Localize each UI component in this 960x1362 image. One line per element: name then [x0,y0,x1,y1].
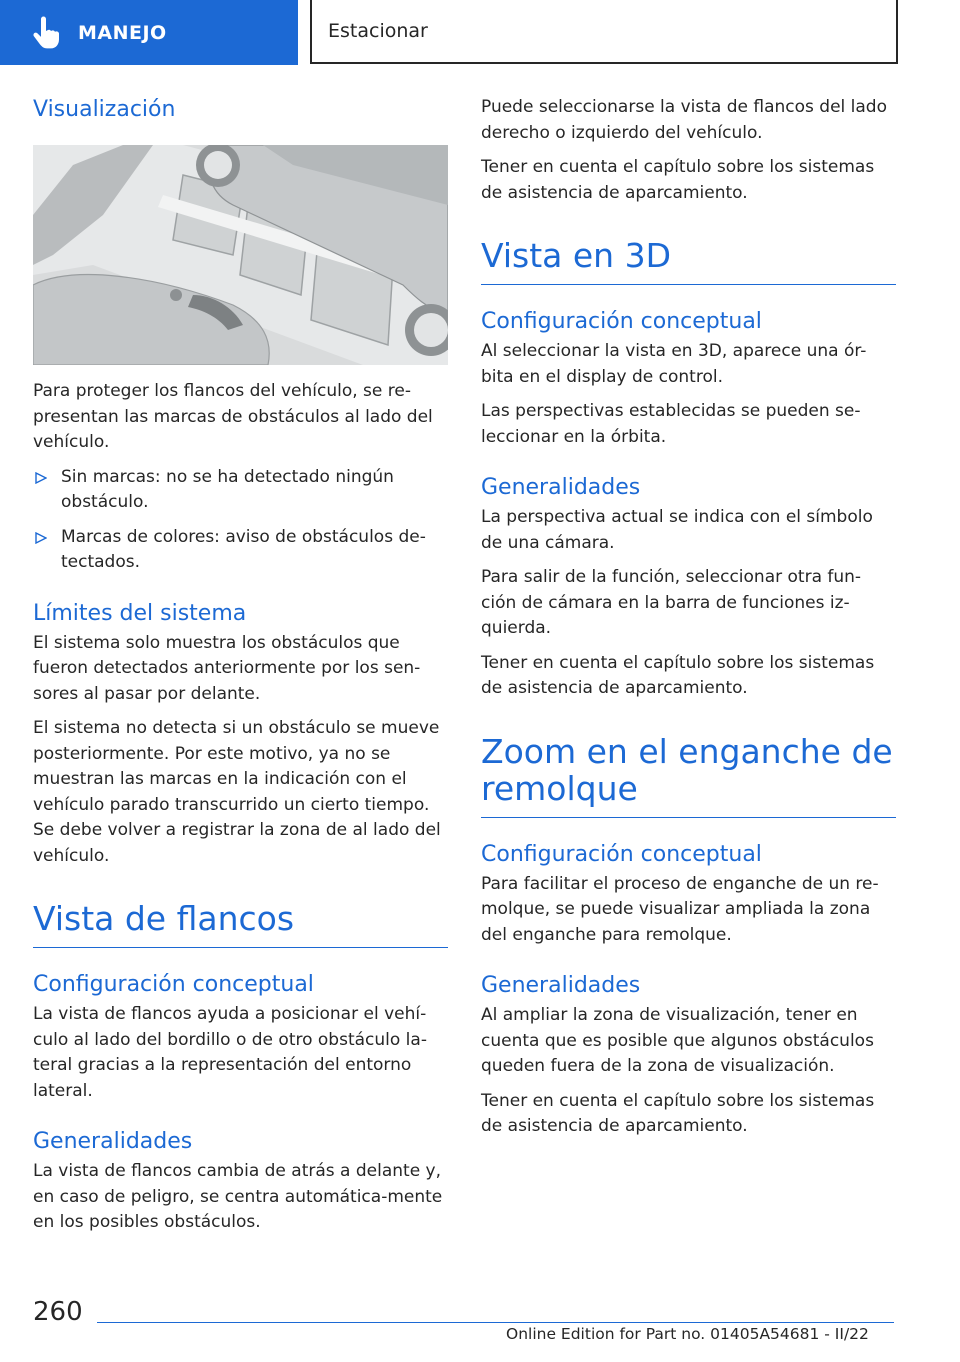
triangle-bullet-icon [35,532,47,544]
limites-heading: Límites del sistema [33,600,247,626]
config-heading: Configuración conceptual [33,972,314,997]
bullet-text: Sin marcas: no se ha detectado ningún obstáculo. [61,466,394,512]
page-number: 260 [33,1297,83,1327]
generalidades-zoom-paragraph: Al ampliar la zona de visualización, tener en cuenta que es posible que algunos obstáculos queden fuera de la zona de visualización. [481,1005,874,1076]
limites-paragraph-2: El sistema no detecta si un obstáculo se mueve posteriormente. Por este motivo, ya no se muestran las marcas en la indicación con el vehículo parado transcurrido un cierto tiempo. Se debe volver a registrar la zona de al lado del vehículo. [33,718,441,866]
edition-note: Online Edition for Part no. 01405A54681 - II/22 [506,1325,869,1343]
marks-list [33,465,448,576]
asistencia-note-3: Tener en cuenta el capítulo sobre los sistemas de asistencia de aparcamiento. [481,1090,875,1136]
side-view-illustration [33,145,448,365]
generalidades-3d-paragraph-2: Para salir de la función, seleccionar otra fun-ción de cámara en la barra de funciones iz-quierda. [481,567,862,638]
chapter-tab[interactable] [0,0,298,65]
right-column [481,95,896,1149]
config-zoom-paragraph: Para facilitar el proceso de enganche de un re-molque, se puede visualizar ampliada la zona del enganche para remolque. [481,873,879,945]
visualizacion-heading: Visualización [33,97,176,122]
config-3d-paragraph-2: Las perspectivas establecidas se pueden se-leccionar en la órbita. [481,401,861,447]
list-item [33,465,448,516]
config-3d-heading: Configuración conceptual [481,309,762,334]
lado-paragraph: Puede seleccionarse la vista de flancos del lado derecho o izquierdo del vehículo. [481,97,887,143]
generalidades-heading: Generalidades [33,1129,193,1154]
triangle-bullet-icon [35,472,47,484]
list-item [33,525,448,576]
section-title: Estacionar [328,20,428,42]
generalidades-paragraph: La vista de flancos cambia de atrás a delante y, en caso de peligro, se centra automática-mente en los posibles obstáculos. [33,1161,443,1232]
chapter-title: MANEJO [78,21,167,44]
intro-paragraph: Para proteger los flancos del vehículo, se re-presentan las marcas de obstáculos al lado del vehículo. [33,381,433,452]
config-paragraph: La vista de flancos ayuda a posicionar el vehí-culo al lado del bordillo o de otro obstáculo la-teral gracias a la representación del entorno lateral. [33,1004,427,1101]
hand-pointer-icon [28,15,64,51]
generalidades-3d-paragraph-1: La perspectiva actual se indica con el símbolo de una cámara. [481,507,873,553]
limites-paragraph-1: El sistema solo muestra los obstáculos que fueron detectados anteriormente por los sen-sores al pasar por delante. [33,632,421,704]
config-zoom-heading: Configuración conceptual [481,841,762,867]
vista-3d-heading: Vista en 3D [481,237,896,285]
zoom-heading: Zoom en el enganche de remolque [481,733,896,818]
left-column [33,95,448,1245]
generalidades-zoom-heading: Generalidades [481,973,641,998]
asistencia-note-1: Tener en cuenta el capítulo sobre los sistemas de asistencia de aparcamiento. [481,157,875,203]
bullet-text: Marcas de colores: aviso de obstáculos de-tectados. [61,526,426,572]
asistencia-note-2: Tener en cuenta el capítulo sobre los sistemas de asistencia de aparcamiento. [481,652,875,698]
config-3d-paragraph-1: Al seleccionar la vista en 3D, aparece una ór-bita en el display de control. [481,341,867,387]
vista-flancos-heading: Vista de flancos [33,900,448,948]
footer-divider [97,1322,894,1323]
generalidades-3d-heading: Generalidades [481,475,641,500]
section-header [310,0,898,64]
parking-side-view-image [33,145,448,365]
